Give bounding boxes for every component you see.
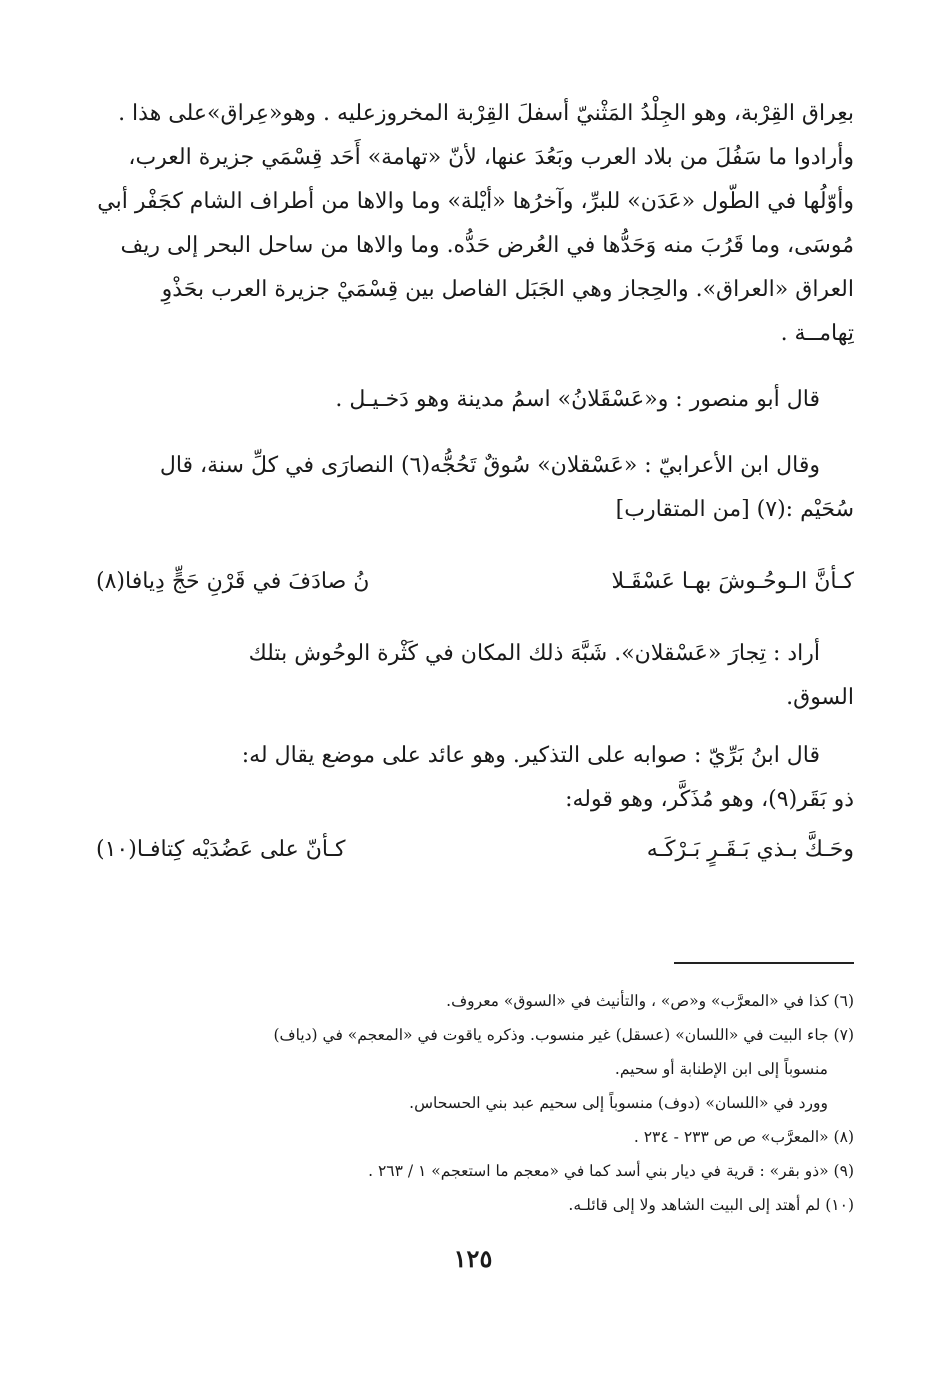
footnote-7-continued: وورد في «اللسان» (دوف) منسوباً إلى سحيم عبد بني الحسحاس. bbox=[409, 1094, 828, 1112]
verse-line-2 bbox=[90, 822, 854, 878]
footnote-10: (١٠) لم أهتد إلى البيت الشاهد ولا إلى قائلـه. bbox=[568, 1196, 854, 1214]
paragraph-ibn-arabi bbox=[90, 444, 854, 532]
text-line: السوق. bbox=[786, 685, 854, 710]
text-line: قال ابنُ بَرِّيّ : صوابه على التذكير. وهو عائد على موضع يقال له: bbox=[241, 743, 820, 768]
text-line: أراد : تِجارَ «عَسْقلان». شَبَّهَ ذلك المكان في كَثْرة الوحُوش بتلك bbox=[248, 641, 820, 666]
paragraph-iraq bbox=[90, 92, 854, 356]
verse-line-1 bbox=[90, 554, 854, 610]
verse-second-hemistich: نُ صادَفَ في قَرْنِ حَجٍّ دِيافا(٨) bbox=[96, 569, 370, 594]
paragraph-ibn-barri bbox=[90, 734, 854, 822]
page-number: ١٢٥ bbox=[453, 1244, 493, 1273]
main-text bbox=[90, 92, 854, 878]
footnote-separator bbox=[674, 962, 854, 964]
footnote-6: (٦) كذا في «المعرَّب» و«ص» ، والتأنيث في «السوق» معروف. bbox=[446, 992, 854, 1010]
verse-first-hemistich: وحَـكَّ بـذي بَـقَـرٍ بَـرْكَـه bbox=[646, 837, 854, 862]
text-line: سُحَيْم :(٧) [من المتقارب] bbox=[615, 497, 854, 522]
text-line: بعِراق القِرْبة، وهو الجِلْدُ المَثْنيّ أسفلَ القِرْبة المخروزعليه . وهو«عِراق»على هذا . bbox=[118, 101, 854, 126]
paragraph-arad bbox=[90, 632, 854, 720]
footnote-7-continued: منسوباً إلى ابن الإطنابة أو سحيم. bbox=[614, 1060, 828, 1078]
text-line: وأوّلُها في الطّول «عَدَن» للبرِّ، وآخرُها «أيْلة» وما والاها من أطراف الشام كجَفْر أبي bbox=[97, 189, 854, 214]
footnote-8: (٨) «المعرَّب» ص ص ٢٣٣ - ٢٣٤ . bbox=[633, 1128, 854, 1146]
text-line: قال أبو منصور : و«عَسْقَلانُ» اسمُ مدينة وهو دَخـيـل . bbox=[335, 387, 820, 412]
paragraph-abu-mansur bbox=[90, 378, 854, 422]
text-line: تِهامــة . bbox=[780, 321, 854, 346]
text-line: مُوسَى، وما قَرُبَ منه وَحَدُّها في العُرض حَدُّه. وما والاها من ساحل البحر إلى ريف bbox=[120, 233, 854, 258]
footnotes bbox=[90, 984, 854, 1222]
text-line: وأرادوا ما سَفُلَ من بلاد العرب وبَعُدَ عنها، لأنّ «تهامة» أَحَد قِسْمَي جزيرة العرب، bbox=[128, 145, 854, 170]
verse-second-hemistich: كـأنّ على عَضُدَيْه كِتافـا(١٠) bbox=[96, 837, 346, 862]
footnote-7: (٧) جاء البيت في «اللسان» (عسقل) غير منسوب. وذكره ياقوت في «المعجم» في (دياف) bbox=[273, 1026, 854, 1044]
verse-first-hemistich: كـأنَّ الـوحُـوشَ بهـا عَسْقَـلا bbox=[611, 569, 854, 594]
footnote-9: (٩) «ذو بقر» : قرية في ديار بني أسد كما في «معجم ما استعجم» ١ / ٢٦٣ . bbox=[368, 1162, 854, 1180]
text-line: وقال ابن الأعرابيّ : «عَسْقلان» سُوقٌ تَحُجُّه(٦) النصارَى في كلِّ سنة، قال bbox=[159, 453, 820, 478]
text-line: ذو بَقَر(٩)، وهو مُذَكَّر، وهو قوله: bbox=[565, 787, 854, 812]
text-line: العراق «العراق». والحِجاز وهي الجَبَل الفاصل بين قِسْمَيْ جزيرة العرب بحَذْوِ bbox=[161, 277, 854, 302]
